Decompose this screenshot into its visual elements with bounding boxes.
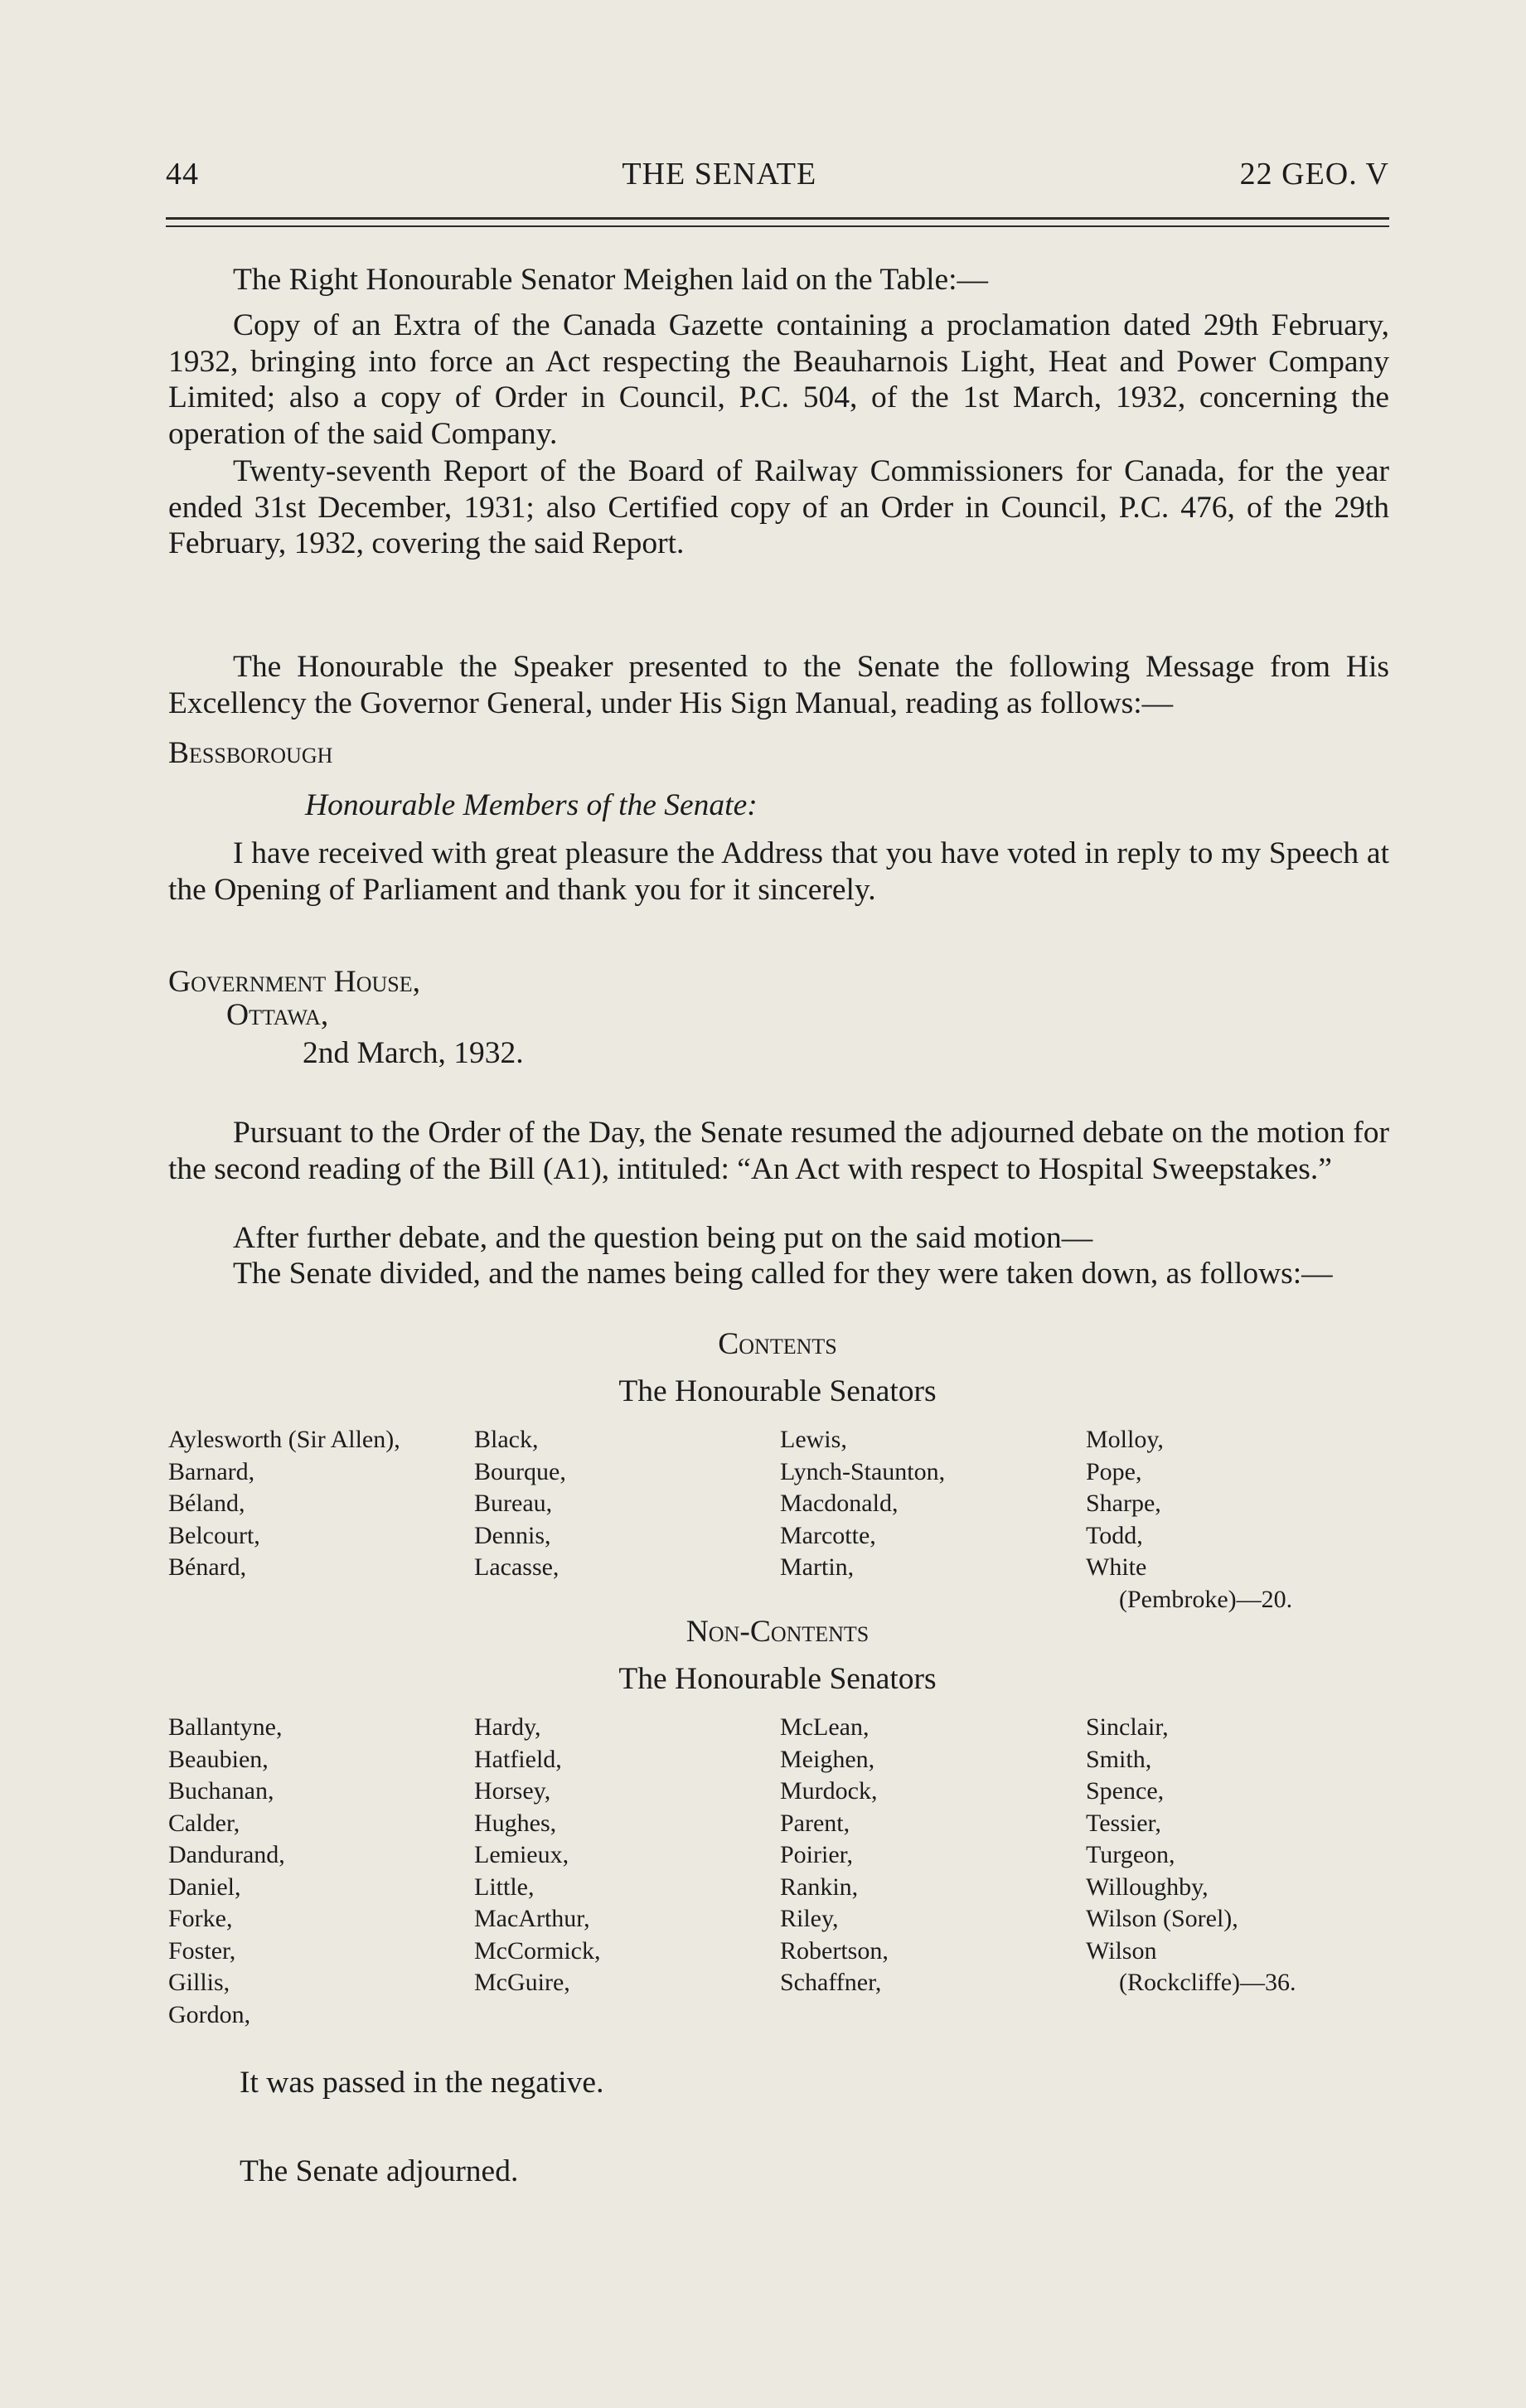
contents-total: (Pembroke)—20. (1119, 1585, 1293, 1613)
senator-name: Pope, (1086, 1457, 1142, 1485)
paragraph-address-reply: I have received with great pleasure the Address that you have voted in reply to my Speech at the Opening of Parliament and thank you for it sincerely. (168, 836, 1389, 907)
senator-name: Daniel, (168, 1873, 241, 1901)
senator-name: Sharpe, (1086, 1490, 1161, 1517)
contents-heading: Contents (718, 1327, 837, 1361)
paragraph-gazette: Copy of an Extra of the Canada Gazette containing a proclamation dated 29th February, 1932, bringing into force an Act respecting the Beauharnois Light, Heat and Power Company Limited; also a copy of Order in Council, P.C. 504, of the 1st March, 1932, concerning the operation of the said Company. (168, 308, 1389, 451)
senator-name: White (1086, 1553, 1147, 1581)
non-contents-column-1 (168, 1712, 474, 2031)
senator-name: Marcotte, (780, 1521, 876, 1549)
non-contents-column-3 (780, 1712, 1086, 2031)
senator-name: Ballantyne, (168, 1713, 283, 1741)
senator-name: Bureau, (474, 1490, 553, 1517)
contents-subheading: The Honourable Senators (618, 1374, 937, 1408)
non-contents-names (168, 1712, 1412, 2031)
non-contents-heading: Non-Contents (685, 1615, 870, 1649)
non-contents-subheading: The Honourable Senators (618, 1662, 937, 1696)
contents-column-3 (780, 1424, 1086, 1616)
message-date: 2nd March, 1932. (303, 1036, 524, 1070)
senator-name: Riley, (780, 1905, 839, 1932)
page-header (166, 156, 1389, 192)
senator-name: Sinclair, (1086, 1713, 1169, 1741)
senator-name: Hughes, (474, 1809, 557, 1837)
place-government-house: Government House, (168, 965, 421, 999)
non-contents-column-2 (474, 1712, 780, 2031)
paragraph-further-debate: After further debate, and the question being put on the said motion— (233, 1221, 1093, 1255)
header-rule-thick (166, 217, 1389, 220)
senator-name: Robertson, (780, 1936, 889, 1965)
senator-name: Todd, (1086, 1521, 1143, 1549)
senator-name: Béland, (168, 1490, 245, 1517)
salutation: Honourable Members of the Senate: (305, 788, 758, 822)
result-statement: It was passed in the negative. (240, 2066, 604, 2100)
senator-name: MacArthur, (474, 1905, 590, 1932)
contents-names (168, 1424, 1412, 1616)
paragraph-division: The Senate divided, and the names being called for they were taken down, as follows:— (233, 1257, 1333, 1291)
senator-name: McCormick, (474, 1936, 601, 1965)
senator-name: Meighen, (780, 1745, 875, 1773)
senator-name: Parent, (780, 1809, 850, 1837)
senator-name: Lewis, (780, 1426, 847, 1453)
senator-name: Aylesworth (Sir Allen), (168, 1426, 400, 1453)
senator-name: Gillis, (168, 1969, 230, 1996)
senator-name: Dennis, (474, 1521, 551, 1549)
senator-name: Tessier, (1086, 1809, 1161, 1837)
senator-name: Hardy, (474, 1713, 541, 1741)
paragraph-message: The Honourable the Speaker presented to the Senate the following Message from His Excellency the Governor General, under His Sign Manual, reading as follows:— (168, 650, 1389, 720)
header-rule-thin (166, 225, 1389, 227)
senator-name: Forke, (168, 1905, 233, 1932)
senator-name: Bourque, (474, 1457, 566, 1485)
non-contents-column-4 (1086, 1712, 1412, 2031)
senator-name: Macdonald, (780, 1490, 899, 1517)
contents-column-1 (168, 1424, 474, 1616)
adjournment-statement: The Senate adjourned. (240, 2154, 519, 2188)
senator-name: Bénard, (168, 1553, 247, 1581)
senator-name: Wilson (1086, 1936, 1157, 1965)
senator-name: Poirier, (780, 1841, 853, 1868)
senator-name: Belcourt, (168, 1521, 260, 1549)
place-ottawa: Ottawa, (226, 998, 329, 1032)
senator-name: Hatfield, (474, 1745, 562, 1773)
senator-name: Black, (474, 1426, 539, 1453)
senator-name: Molloy, (1086, 1426, 1164, 1453)
contents-column-4 (1086, 1424, 1412, 1616)
paragraph-railway-report: Twenty-seventh Report of the Board of Railway Commissioners for Canada, for the year ended 31st December, 1931; also Certified copy of an Order in Council, P.C. 476, of the 29th February, 1932, covering the said Report. (168, 454, 1389, 560)
regnal-year: 22 GEO. V (1239, 157, 1389, 191)
senator-name: Little, (474, 1873, 535, 1901)
senator-name: Rankin, (780, 1873, 859, 1901)
senator-name: Gordon, (168, 2000, 251, 2028)
senator-name: Foster, (168, 1936, 236, 1965)
senator-name: Lemieux, (474, 1841, 569, 1868)
senator-name: Martin, (780, 1553, 855, 1581)
senator-name: Calder, (168, 1809, 240, 1837)
senator-name: Lynch-Staunton, (780, 1457, 946, 1485)
senator-name: Horsey, (474, 1777, 551, 1805)
signature: Bessborough (168, 736, 333, 770)
senator-name: Schaffner, (780, 1969, 882, 1996)
page-number: 44 (166, 157, 199, 191)
senator-name: McLean, (780, 1713, 870, 1741)
running-title: THE SENATE (622, 157, 817, 191)
senator-name: Beaubien, (168, 1745, 269, 1773)
senator-name: Barnard, (168, 1457, 255, 1485)
senator-name: Willoughby, (1086, 1873, 1209, 1901)
senator-name: Wilson (Sorel), (1086, 1905, 1238, 1932)
contents-column-2 (474, 1424, 780, 1616)
senator-name: Spence, (1086, 1777, 1165, 1805)
senator-name: McGuire, (474, 1969, 570, 1996)
senator-name: Dandurand, (168, 1841, 285, 1868)
senator-name: Smith, (1086, 1745, 1152, 1773)
senator-name: Murdock, (780, 1777, 878, 1805)
senator-name: Turgeon, (1086, 1841, 1175, 1868)
non-contents-total: (Rockcliffe)—36. (1119, 1969, 1296, 1996)
senator-name: Lacasse, (474, 1553, 560, 1581)
paragraph-tabled: The Right Honourable Senator Meighen laid on the Table:— (233, 263, 989, 297)
senator-name: Buchanan, (168, 1777, 274, 1805)
paragraph-order-of-day: Pursuant to the Order of the Day, the Senate resumed the adjourned debate on the motion for the second reading of the Bill (A1), intituled: “An Act with respect to Hospital Sweepstakes.” (168, 1116, 1389, 1186)
